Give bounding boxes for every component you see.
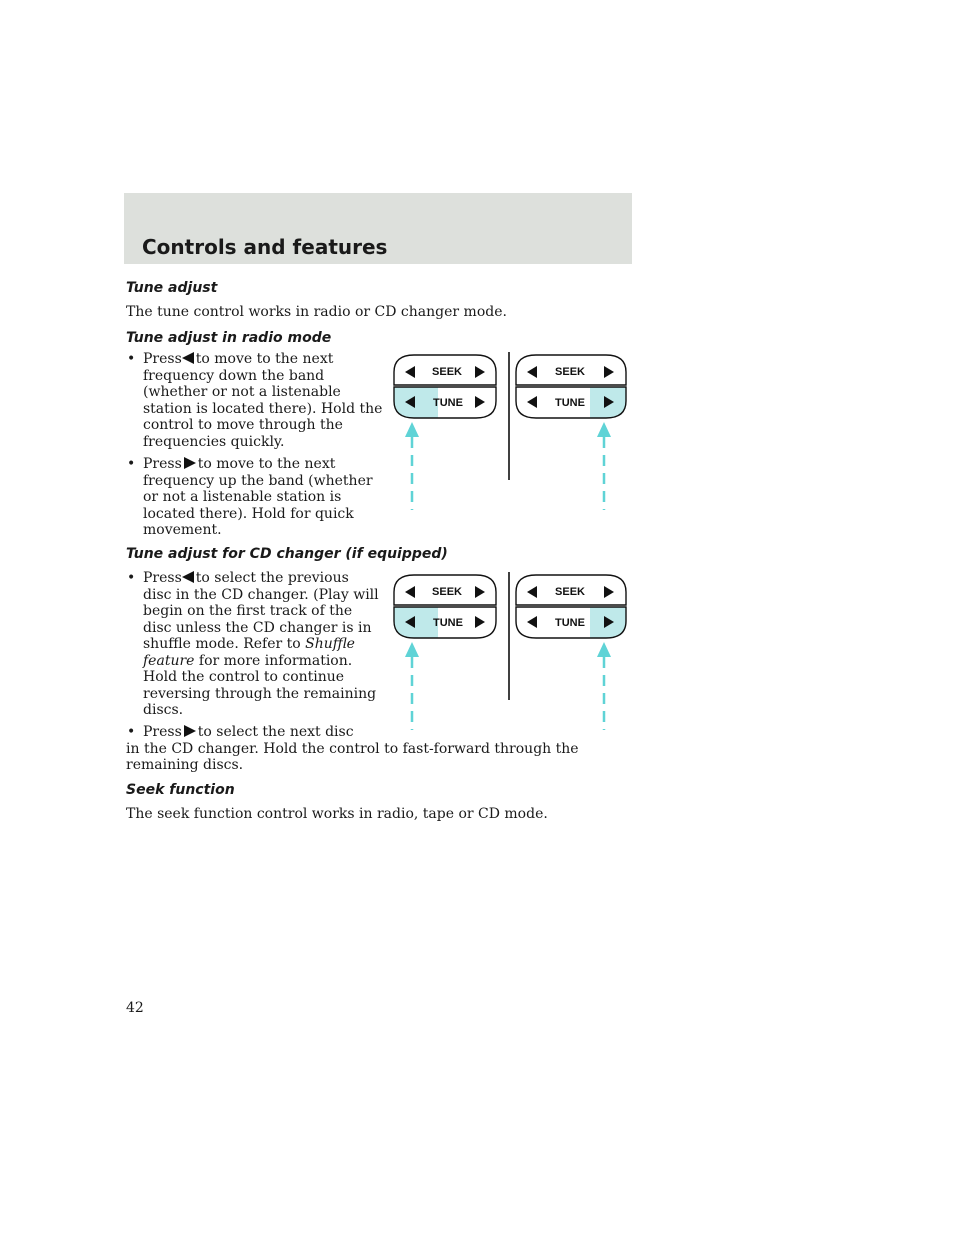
- radio-tune-diagram: [390, 350, 630, 510]
- radio-bullet2-line3: or not a listenable station is: [143, 489, 342, 505]
- heading-cd-changer: Tune adjust for CD changer (if equipped): [126, 546, 448, 562]
- tune-left-icon: [527, 396, 537, 408]
- right-control-panel: [516, 575, 626, 638]
- cd-bullet1-line1: Press to select the previous: [143, 570, 349, 586]
- page-number: 42: [126, 1000, 144, 1016]
- tune-right-icon: [475, 616, 485, 628]
- radio-bullet2-line1: Press to move to the next: [143, 456, 336, 472]
- cd-bullet1-line7: Hold the control to continue: [143, 669, 345, 685]
- section-title: Controls and features: [142, 235, 388, 259]
- seek-label: SEEK: [555, 586, 585, 598]
- radio-bullet2-line4: located there). Hold for quick: [143, 505, 354, 522]
- cd-bullet2-line3: remaining discs.: [126, 757, 244, 773]
- tune-left-arrow-icon: [182, 571, 194, 583]
- seek-label: SEEK: [555, 366, 585, 378]
- left-control-panel: [394, 575, 496, 638]
- cd-tune-diagram: [390, 570, 630, 730]
- shuffle-feature-ref: Shuffle: [305, 636, 355, 652]
- cd-bullet1-line4: disc unless the CD changer is in: [143, 619, 372, 636]
- tune-label: TUNE: [555, 617, 585, 629]
- tune-label: TUNE: [433, 617, 463, 629]
- pointer-arrow-right: [597, 422, 611, 510]
- radio-bullet2-line5: movement.: [143, 522, 222, 538]
- cd-bullet1-line5: shuffle mode. Refer to Shuffle: [143, 636, 355, 652]
- bullet-marker: •: [127, 570, 136, 586]
- cd-bullet1-line9: discs.: [143, 702, 184, 718]
- tune-left-highlight: [394, 607, 438, 638]
- right-control-panel: [516, 355, 626, 418]
- tune-left-icon: [527, 616, 537, 628]
- heading-radio-mode: Tune adjust in radio mode: [126, 330, 332, 346]
- heading-seek-function: Seek function: [126, 782, 235, 798]
- radio-bullet1-line2: frequency down the band: [143, 367, 325, 384]
- bullet-marker: •: [127, 351, 136, 367]
- tune-left-highlight: [394, 387, 438, 418]
- cd-bullet1-line6: feature for more information.: [143, 652, 353, 669]
- heading-tune-adjust: Tune adjust: [126, 280, 218, 296]
- pointer-arrow-left: [405, 422, 419, 510]
- tune-label: TUNE: [433, 397, 463, 409]
- bullet-marker: •: [127, 456, 136, 472]
- tune-right-arrow-icon: [184, 457, 196, 469]
- radio-bullet1-line6: frequencies quickly.: [143, 433, 285, 450]
- bullet-marker: •: [127, 724, 136, 740]
- cd-bullet1-line2: disc in the CD changer. (Play will: [143, 586, 379, 603]
- section-header: [124, 193, 632, 264]
- cd-bullet2-line1: Press to select the next disc: [143, 724, 354, 740]
- pointer-arrow-right: [597, 642, 611, 730]
- radio-bullet1-line5: control to move through the: [143, 417, 343, 433]
- seek-intro: The seek function control works in radio, tape or CD mode.: [126, 806, 548, 822]
- tune-left-arrow-icon: [182, 352, 194, 364]
- radio-bullet2-line2: frequency up the band (whether: [143, 472, 373, 489]
- radio-bullet1-line3: (whether or not a listenable: [143, 384, 341, 400]
- cd-bullet1-line8: reversing through the remaining: [143, 685, 377, 702]
- tune-right-icon: [475, 396, 485, 408]
- tune-right-arrow-icon: [184, 725, 196, 737]
- cd-bullet2-line2: in the CD changer. Hold the control to fast-forward through the: [126, 740, 579, 757]
- radio-bullet1-line1: Press to move to the next: [143, 351, 334, 367]
- seek-label: SEEK: [432, 586, 462, 598]
- tune-label: TUNE: [555, 397, 585, 409]
- left-control-panel: [394, 355, 496, 418]
- tune-adjust-intro: The tune control works in radio or CD changer mode.: [126, 304, 507, 320]
- cd-bullet1-line3: begin on the first track of the: [143, 603, 353, 619]
- seek-label: SEEK: [432, 366, 462, 378]
- radio-bullet1-line4: station is located there). Hold the: [143, 400, 383, 417]
- pointer-arrow-left: [405, 642, 419, 730]
